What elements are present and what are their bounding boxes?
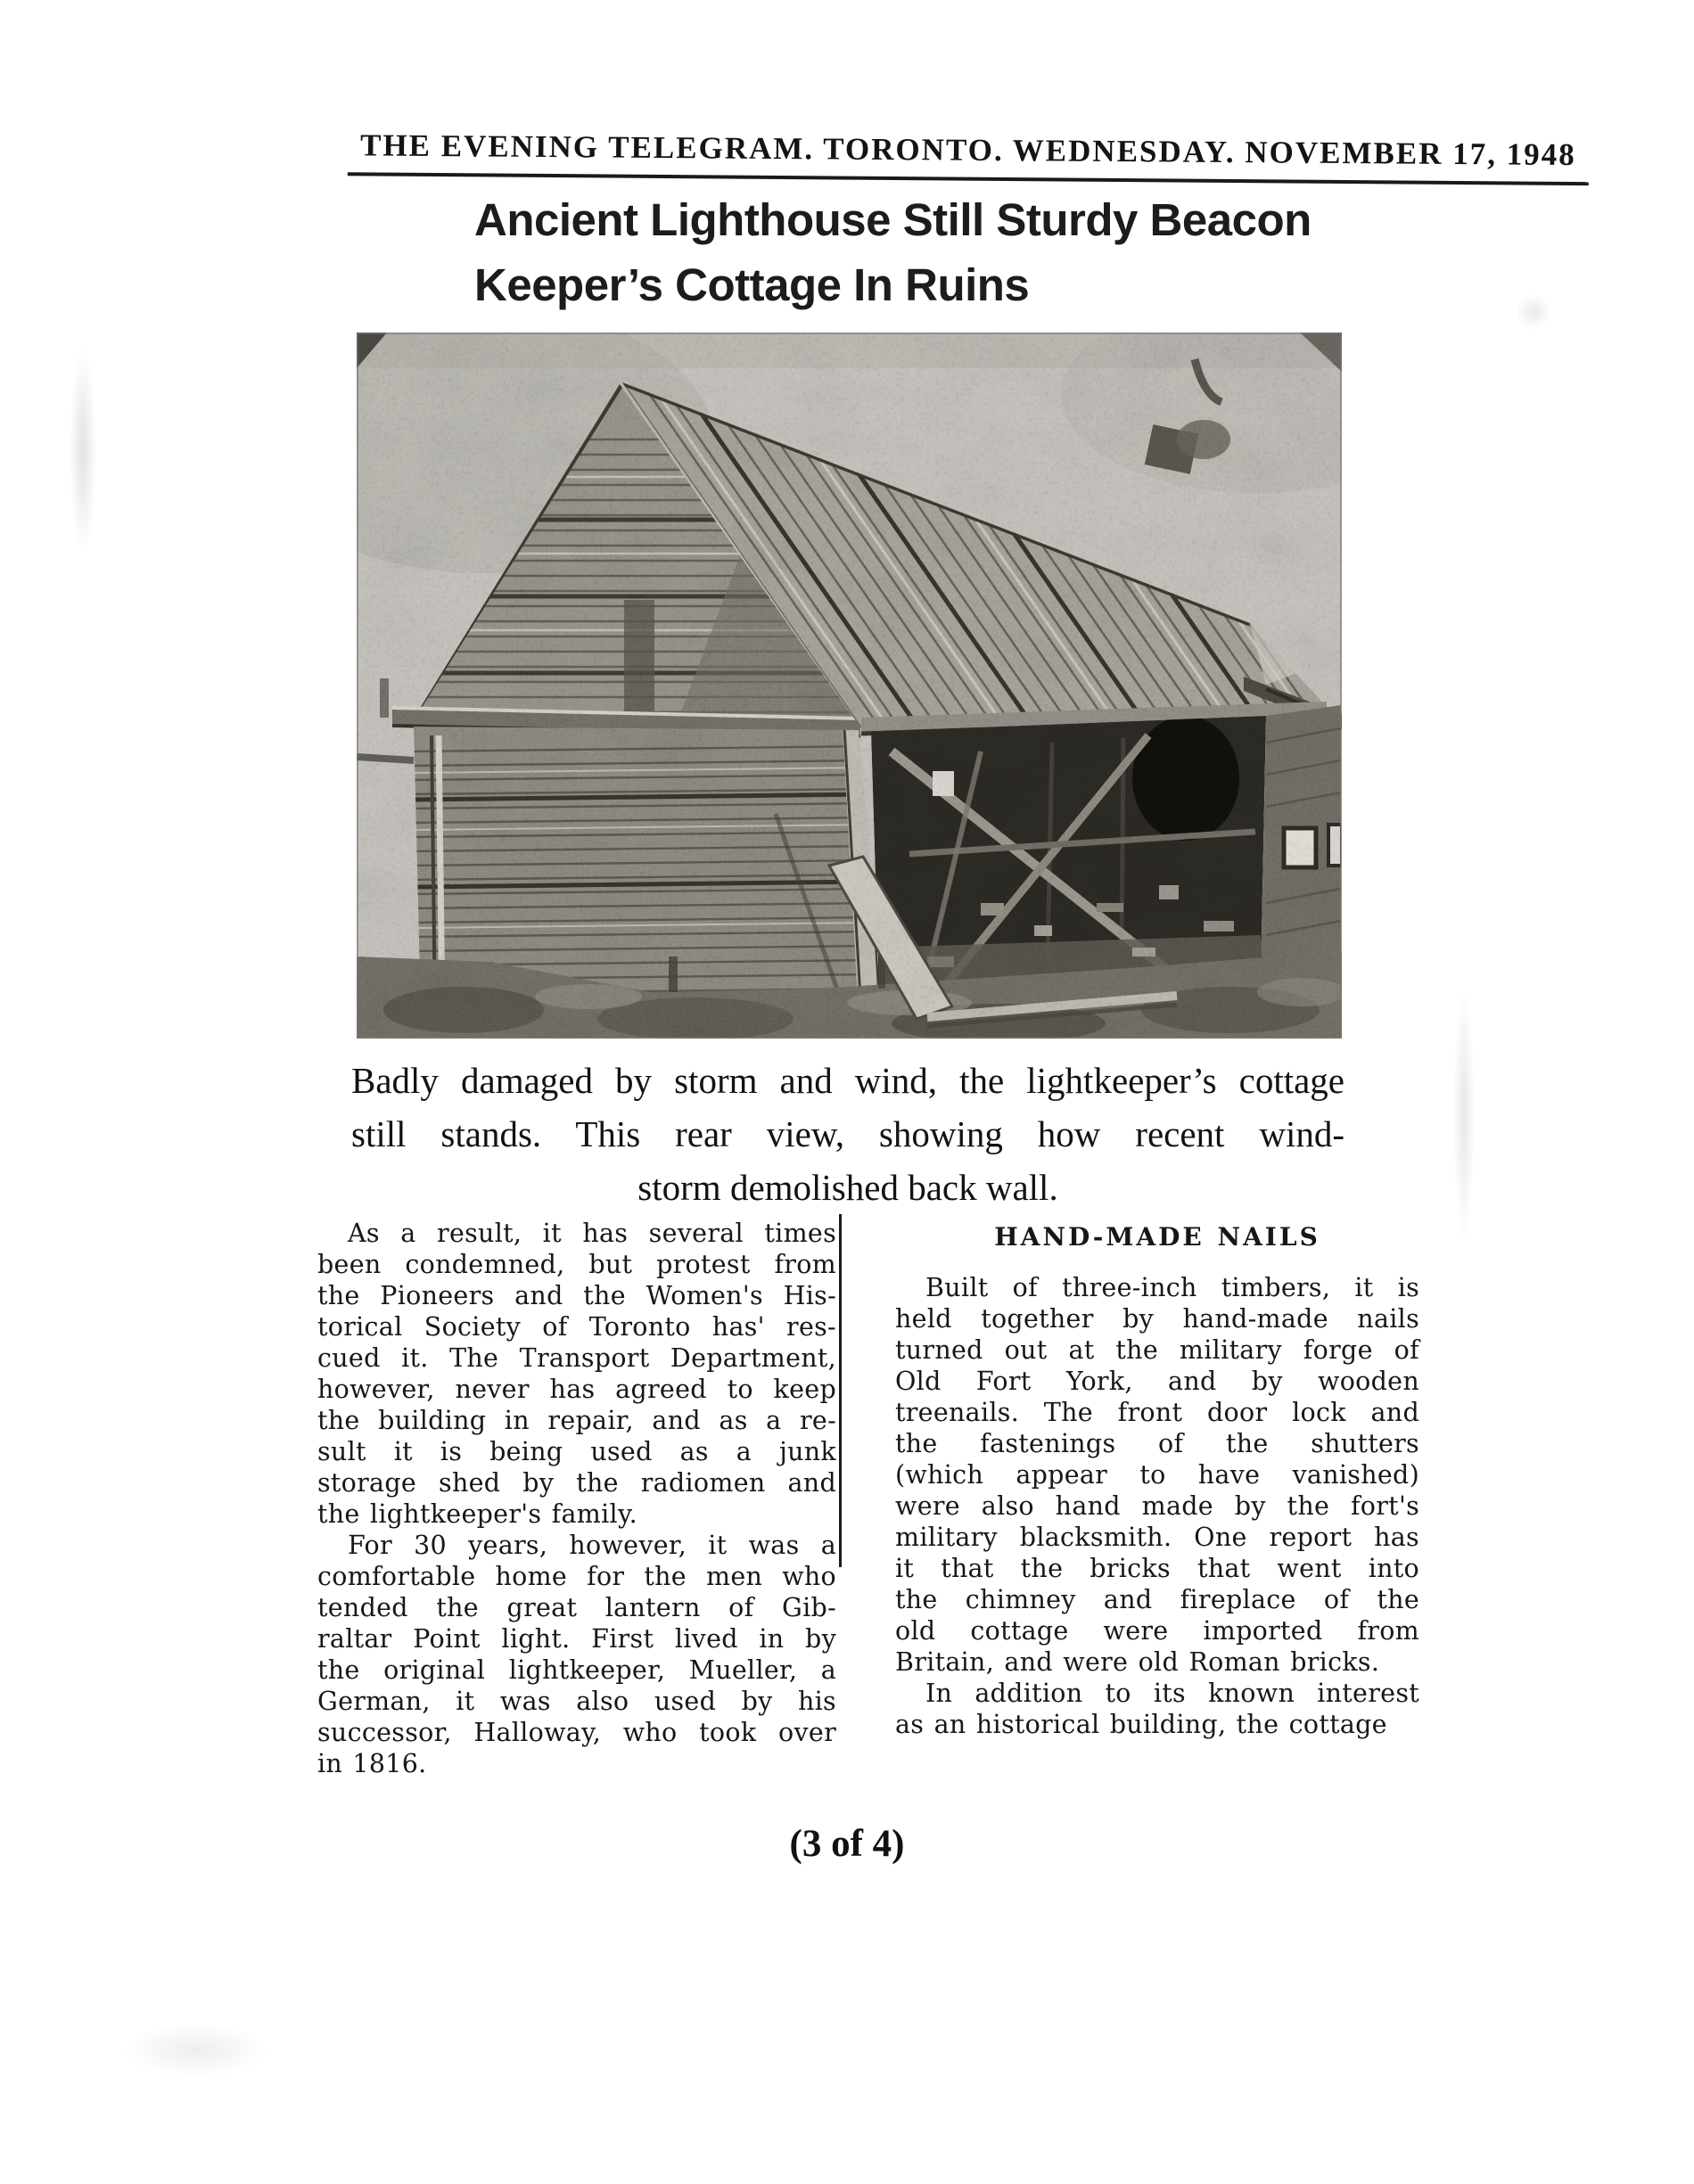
paragraph: As a result, it has several times been condemned, but protest from the Pioneers and the Women's His- torical Society of Toronto has' res- cued it. The Transport Department, however, never has agreed to keep the building in repair, and as a re- sult it is being used as a junk storage shed by the radiomen and the lightkeeper's family. — [317, 1219, 836, 1529]
scan-smudge — [125, 2024, 267, 2077]
right-column — [895, 1218, 1419, 1740]
scan-smudge — [70, 348, 96, 553]
paragraph: For 30 years, however, it was a comfortable home for the men who tended the great lantern of Gib- raltar Point light. First lived in by the original lightkeeper, Mueller, a German, it was also used by his successor, Halloway, who took over in 1816. — [317, 1531, 836, 1778]
masthead — [348, 127, 1576, 185]
masthead-text: THE EVENING TELEGRAM. TORONTO. WEDNESDAY. NOVEMBER 17, 1948 — [348, 127, 1589, 185]
column-divider-rule — [839, 1214, 842, 1567]
headline — [474, 187, 1366, 317]
cottage-photo-graphic — [357, 333, 1342, 1039]
headline-line-2: Keeper’s Cottage In Ruins — [474, 259, 1030, 310]
photo-caption: Badly damaged by storm and wind, the lightkeeper’s cottage still stands. This rear view, showing how recent wind- storm demolished back wall. — [351, 1060, 1345, 1208]
cottage-photo — [357, 333, 1342, 1039]
paragraph: Built of three-inch timbers, it is held together by hand-made nails turned out at the military forge of Old Fort York, and by wooden treenails. The front door lock and the fastenings of the shutters (which appear to have vanished) were also hand made by the fort's military blacksmith. One report has it that the bricks that went into the chimney and fireplace of the old cottage were imported from Britain, and were old Roman bricks. — [895, 1273, 1419, 1677]
scan-smudge — [1453, 989, 1475, 1239]
section-heading: HAND-MADE NAILS — [994, 1222, 1320, 1252]
paragraph: In addition to its known interest as an historical building, the cottage — [895, 1679, 1419, 1739]
scan-smudge — [1516, 294, 1551, 330]
headline-line-1: Ancient Lighthouse Still Sturdy Beacon — [474, 194, 1312, 245]
page-indicator: (3 of 4) — [789, 1823, 905, 1865]
left-column — [317, 1218, 836, 1779]
